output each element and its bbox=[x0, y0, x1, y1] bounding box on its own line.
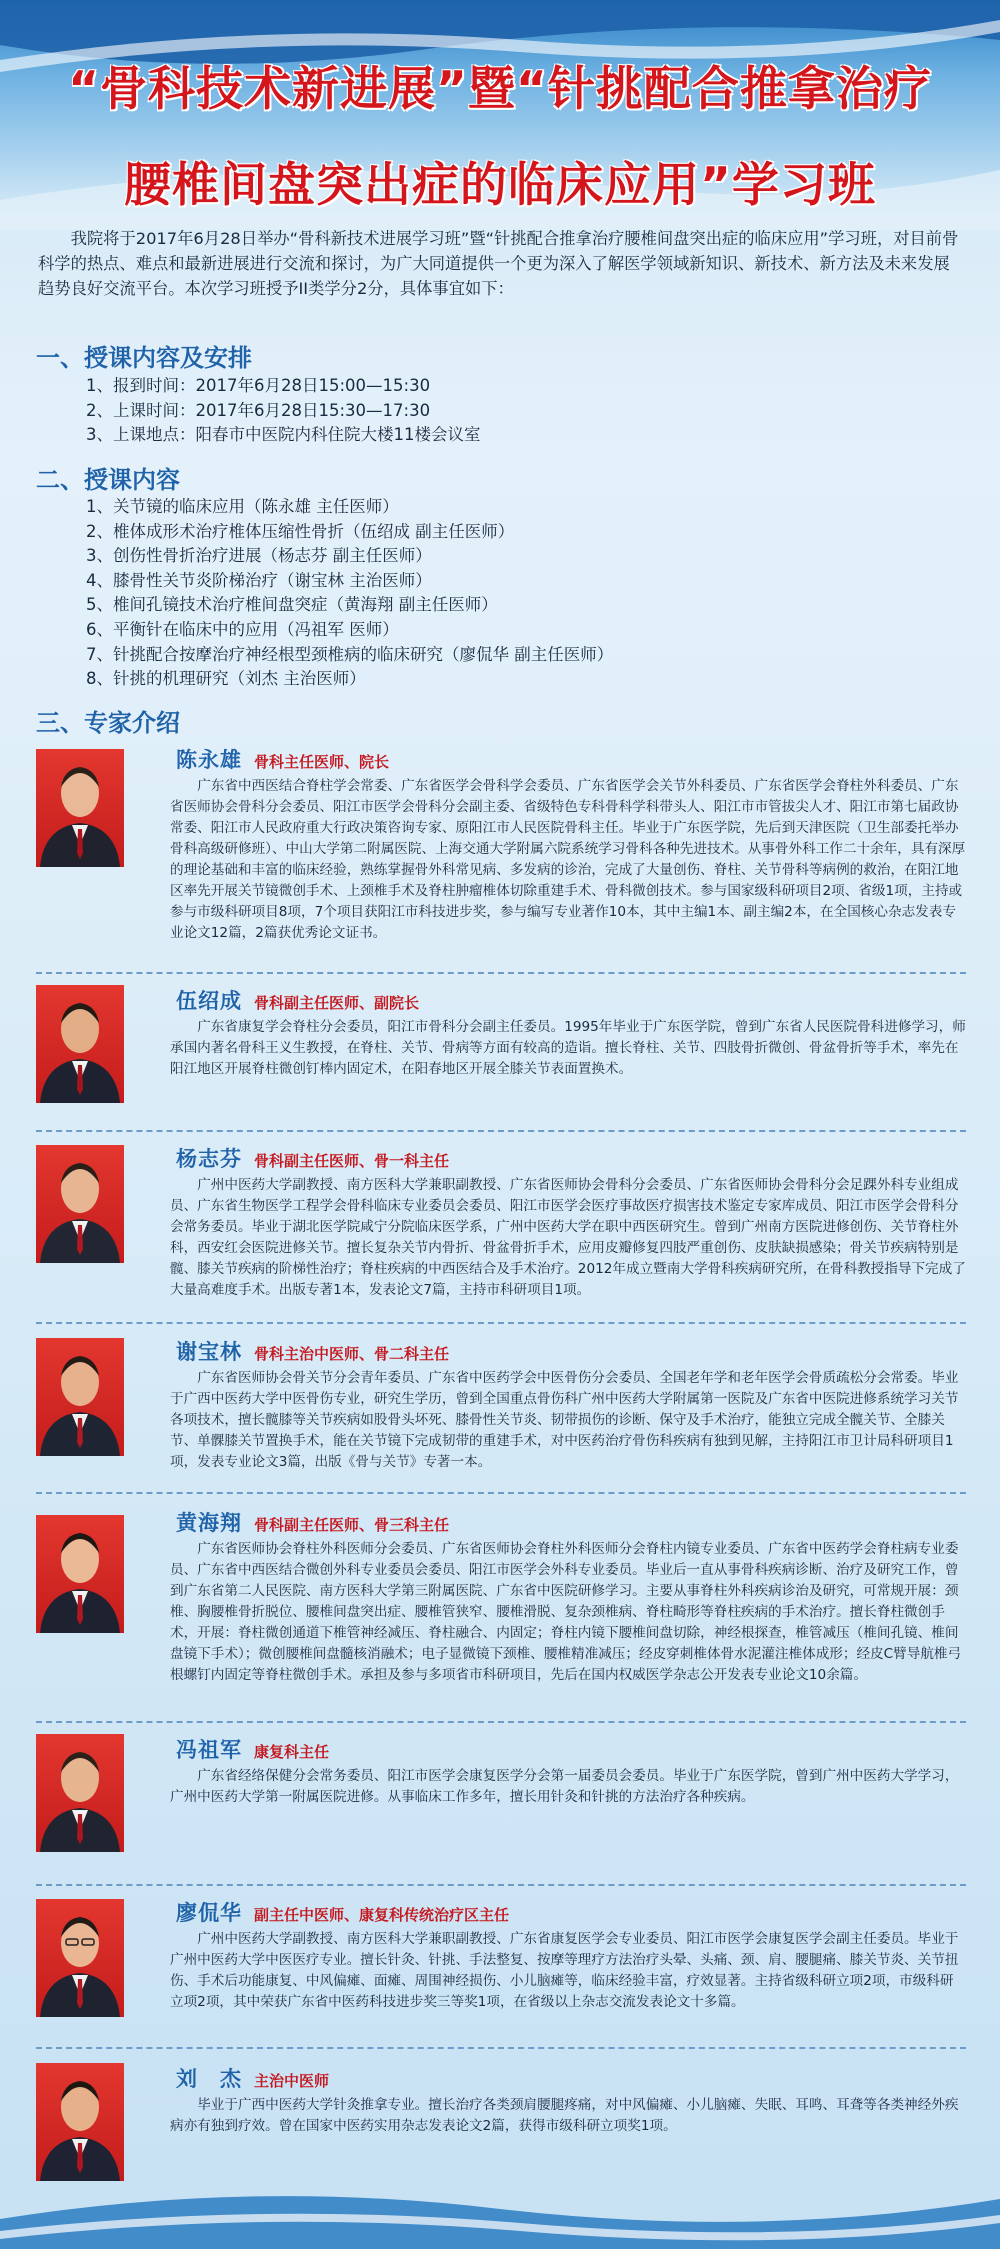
expert-bio: 毕业于广西中医药大学针灸推拿专业。擅长治疗各类颈肩腰腿疼痛，对中风偏瘫、小儿脑瘫、失眠、耳鸣、耳聋等各类神经外疾病亦有独到疗效。曾在国家中医药实用杂志发表论文2篇，获得市级科研立项奖1项。 bbox=[170, 2097, 959, 2134]
expert-bio: 广东省医师协会骨关节分会青年委员、广东省中医药学会中医骨伤分会委员、全国老年学和老年医学会骨质疏松分会常委。毕业于广西中医药大学中医骨伤专业，研究生学历，曾到全国重点骨伤科广州中医药大学附属第一医院及广东省中医院进修系统学习关节各项技术，擅长髋膝等关节疾病如股骨头坏死、膝骨性关节炎、韧带损伤的诊断、保守及手术治疗，能独立完成全髋关节、全膝关节、单髁膝关节置换手术，能在关节镜下完成韧带的重建手术，对中医药治疗骨伤科疾病有独到见解，主持阳江市卫计局科研项目1项，发表专业论文3篇，出版《骨与关节》专著一本。 bbox=[170, 1370, 959, 1470]
divider bbox=[36, 2047, 966, 2049]
expert-name: 廖侃华 bbox=[176, 1901, 242, 1925]
list-item: 1、关节镜的临床应用（陈永雄 主任医师） bbox=[86, 497, 399, 516]
expert-card bbox=[36, 1897, 966, 2022]
expert-name-line bbox=[176, 985, 419, 1015]
expert-bio: 广州中医药大学副教授、南方医科大学兼职副教授、广东省康复医学会专业委员、阳江市医学会康复医学会副主任委员。毕业于广州中医药大学中医医疗专业。擅长针灸、针挑、手法整复、按摩等理疗方法治疗头晕、头痛、颈、肩、腰腿痛、膝关节炎、关节扭伤、手术后功能康复、中风偏瘫、面瘫、周围神经损伤、小儿脑瘫等，临床经验丰富，疗效显著。主持省级科研立项2项，市级科研立项2项，其中荣获广东省中医药科技进步奖三等奖1项，在省级以上杂志交流发表论文十多篇。 bbox=[170, 1931, 959, 2010]
expert-name-line bbox=[176, 2063, 329, 2093]
expert-name: 谢宝林 bbox=[176, 1340, 242, 1364]
expert-card bbox=[36, 1143, 966, 1323]
divider bbox=[36, 1884, 966, 1886]
expert-title: 康复科主任 bbox=[254, 1743, 330, 1761]
expert-photo bbox=[36, 2063, 124, 2181]
list-item: 5、椎间孔镜技术治疗椎间盘突症（黄海翔 副主任医师） bbox=[86, 595, 498, 615]
divider bbox=[36, 1492, 966, 1494]
expert-name-line bbox=[176, 1507, 449, 1537]
footer-wave-decoration bbox=[0, 2179, 1000, 2249]
section-2-title: 二、授课内容 bbox=[36, 466, 180, 494]
expert-bio: 广东省康复学会脊柱分会委员，阳江市骨科分会副主任委员。1995年毕业于广东医学院，曾到广东省人民医院骨科进修学习，师承国内著名骨科王义生教授，在脊柱、关节、骨病等方面有较高的造诣。擅长脊柱、关节、四肢骨折微创、骨盆骨折等手术，率先在阳江地区开展脊柱微创钉棒内固定术，在阳春地区开展全膝关节表面置换术。 bbox=[170, 1019, 966, 1077]
expert-card bbox=[36, 1507, 966, 1697]
expert-name-line bbox=[176, 1143, 449, 1173]
expert-bio: 广东省中西医结合脊柱学会常委、广东省医学会骨科学会委员、广东省医学会关节外科委员、广东省医学会脊柱外科委员、广东省医师协会骨科分会委员、阳江市医学会骨科分会副主委、省级特色专科骨科学科带头人、阳江市市管拔尖人才、阳江市第七届政协常委、阳江市人民政府重大行政决策咨询专家、原阳江市人民医院骨科主任。毕业于广东医学院，先后到天津医院（卫生部委托举办骨科高级研修班）、中山大学第二附属医院、上海交通大学附属六院系统学习骨科各种先进技术。从事骨外科工作二十余年，具有深厚的理论基础和丰富的临床经验，熟练掌握骨外科常见病、多发病的诊治，完成了大量创伤、脊柱、关节骨科等病例的救治，在阳江地区率先开展关节镜微创手术、上颈椎手术及脊柱肿瘤椎体切除重建手术、骨科微创技术。参与国家级科研项目2项、省级1项，主持或参与市级科研项目8项，7个项目获阳江市科技进步奖，参与编写专业著作10本，其中主编1本、副主编2本，在全国核心杂志发表专业论文12篇，2篇获优秀论文证书。 bbox=[170, 778, 966, 941]
expert-photo bbox=[36, 1338, 124, 1456]
expert-photo bbox=[36, 1145, 124, 1263]
expert-photo bbox=[36, 985, 124, 1103]
divider bbox=[36, 972, 966, 974]
expert-name-line bbox=[176, 1897, 509, 1927]
expert-name: 刘 杰 bbox=[176, 2067, 242, 2091]
expert-bio: 广东省经络保健分会常务委员、阳江市医学会康复医学分会第一届委员会委员。毕业于广东医学院，曾到广州中医药大学学习，广州中医药大学第一附属医院进修。从事临床工作多年，擅长用针灸和针挑的方法治疗各种疾病。 bbox=[170, 1768, 959, 1805]
list-item: 7、针挑配合按摩治疗神经根型颈椎病的临床研究（廖侃华 副主任医师） bbox=[86, 644, 614, 664]
expert-title: 副主任中医师、康复科传统治疗区主任 bbox=[254, 1906, 510, 1924]
expert-card bbox=[36, 744, 966, 941]
expert-name: 杨志芬 bbox=[176, 1147, 242, 1171]
expert-photo bbox=[36, 1899, 124, 2017]
expert-name: 冯祖军 bbox=[176, 1738, 242, 1762]
expert-title: 骨科副主任医师、骨三科主任 bbox=[254, 1516, 450, 1534]
expert-name: 陈永雄 bbox=[176, 748, 242, 772]
expert-name-line bbox=[176, 744, 389, 774]
list-item: 1、报到时间：2017年6月28日15:00—15:30 bbox=[86, 376, 431, 395]
list-item: 3、上课地点：阳春市中医院内科住院大楼11楼会议室 bbox=[86, 425, 481, 445]
expert-photo bbox=[36, 1515, 124, 1633]
section-3-title: 三、专家介绍 bbox=[36, 709, 180, 737]
list-item: 2、椎体成形术治疗椎体压缩性骨折（伍绍成 副主任医师） bbox=[86, 521, 515, 541]
expert-bio: 广州中医药大学副教授、南方医科大学兼职副教授、广东省医师协会骨科分会委员、广东省医师协会骨科分会足踝外科专业组成员、广东省生物医学工程学会骨科临床专业委员会委员、阳江市医学会医疗事故医疗损害技术鉴定专家库成员、阳江市医学会骨科分会常务委员。毕业于湖北医学院咸宁分院临床医学系，广州中医药大学在职中西医研究生。曾到广州南方医院进修创伤、关节脊柱外科，西安红会医院进修关节。擅长复杂关节内骨折、骨盆骨折手术，应用皮瓣修复四肢严重创伤、皮肤缺损感染；骨关节疾病特别是髋、膝关节疾病的阶梯性治疗；脊柱疾病的中西医结合及手术治疗。2012年成立暨南大学骨科疾病研究所，在骨科教授指导下完成了大量高难度手术。出版专著1本，发表论文7篇，主持市科研项目1项。 bbox=[170, 1177, 966, 1298]
expert-title: 骨科主治中医师、骨二科主任 bbox=[254, 1345, 450, 1363]
list-item: 4、膝骨性关节炎阶梯治疗（谢宝林 主治医师） bbox=[86, 570, 432, 590]
expert-name-line bbox=[176, 1734, 329, 1764]
list-item: 3、创伤性骨折治疗进展（杨志芬 副主任医师） bbox=[86, 546, 432, 566]
expert-card bbox=[36, 2063, 966, 2188]
expert-card bbox=[36, 985, 966, 1095]
expert-name: 伍绍成 bbox=[176, 989, 242, 1013]
list-item: 2、上课时间：2017年6月28日15:30—17:30 bbox=[86, 400, 431, 420]
expert-title: 主治中医师 bbox=[254, 2072, 330, 2090]
expert-card bbox=[36, 1734, 966, 1864]
expert-title: 骨科副主任医师、骨一科主任 bbox=[254, 1152, 450, 1170]
expert-photo bbox=[36, 1734, 124, 1852]
page-title-line-1: “骨科技术新进展”暨“针挑配合推拿治疗 bbox=[68, 62, 932, 117]
expert-title: 骨科副主任医师、副院长 bbox=[254, 994, 420, 1012]
expert-name: 黄海翔 bbox=[176, 1511, 242, 1535]
divider bbox=[36, 1322, 966, 1324]
section-1-list bbox=[86, 374, 481, 448]
section-2-list bbox=[86, 495, 613, 692]
section-1-title: 一、授课内容及安排 bbox=[36, 344, 252, 372]
divider bbox=[36, 1721, 966, 1723]
expert-photo bbox=[36, 749, 124, 867]
expert-name-line bbox=[176, 1336, 449, 1366]
expert-card bbox=[36, 1336, 966, 1486]
page-title-line-2: 腰椎间盘突出症的临床应用”学习班 bbox=[124, 158, 876, 213]
divider bbox=[36, 1130, 966, 1132]
intro-paragraph: 我院将于2017年6月28日举办“骨科新技术进展学习班”暨“针挑配合推拿治疗腰椎间盘突出症的临床应用”学习班，对目前骨科学的热点、难点和最新进展进行交流和探讨，为广大同道提供一个更为深入了解医学领域新知识、新技术、新方法及未来发展趋势良好交流平台。本次学习班授予II类学分2分，具体事宜如下： bbox=[38, 229, 959, 298]
list-item: 8、针挑的机理研究（刘杰 主治医师） bbox=[86, 669, 366, 689]
expert-title: 骨科主任医师、院长 bbox=[254, 753, 390, 771]
expert-bio: 广东省医师协会脊柱外科医师分会委员、广东省医师协会脊柱外科医师分会脊柱内镜专业委员、广东省中医药学会脊柱病专业委员、广东省中西医结合微创外科专业委员会委员、阳江市医学会外科专业委员。毕业后一直从事骨科疾病诊断、治疗及研究工作，曾到广东省第二人民医院、南方医科大学第三附属医院、广东省中医院研修学习。主要从事脊柱外科疾病诊治及研究，可常规开展：颈椎、胸腰椎骨折脱位、腰椎间盘突出症、腰椎管狭窄、腰椎滑脱、复杂颈椎病、脊柱畸形等脊柱疾病的手术治疗。擅长脊柱微创手术，开展：脊柱微创通道下椎管神经减压、脊柱融合、内固定；脊柱内镜下腰椎间盘切除，神经根探查，椎管减压（椎间孔镜、椎间盘镜下手术）；微创腰椎间盘髓核消融术；电子显微镜下颈椎、腰椎精准减压；经皮穿刺椎体骨水泥灌注椎体成形；经皮C臂导航椎弓根螺钉内固定等脊柱微创手术。承担及参与多项省市科研项目，先后在国内权威医学杂志公开发表专业论文10余篇。 bbox=[170, 1541, 962, 1683]
list-item: 6、平衡针在临床中的应用（冯祖军 医师） bbox=[86, 619, 399, 639]
